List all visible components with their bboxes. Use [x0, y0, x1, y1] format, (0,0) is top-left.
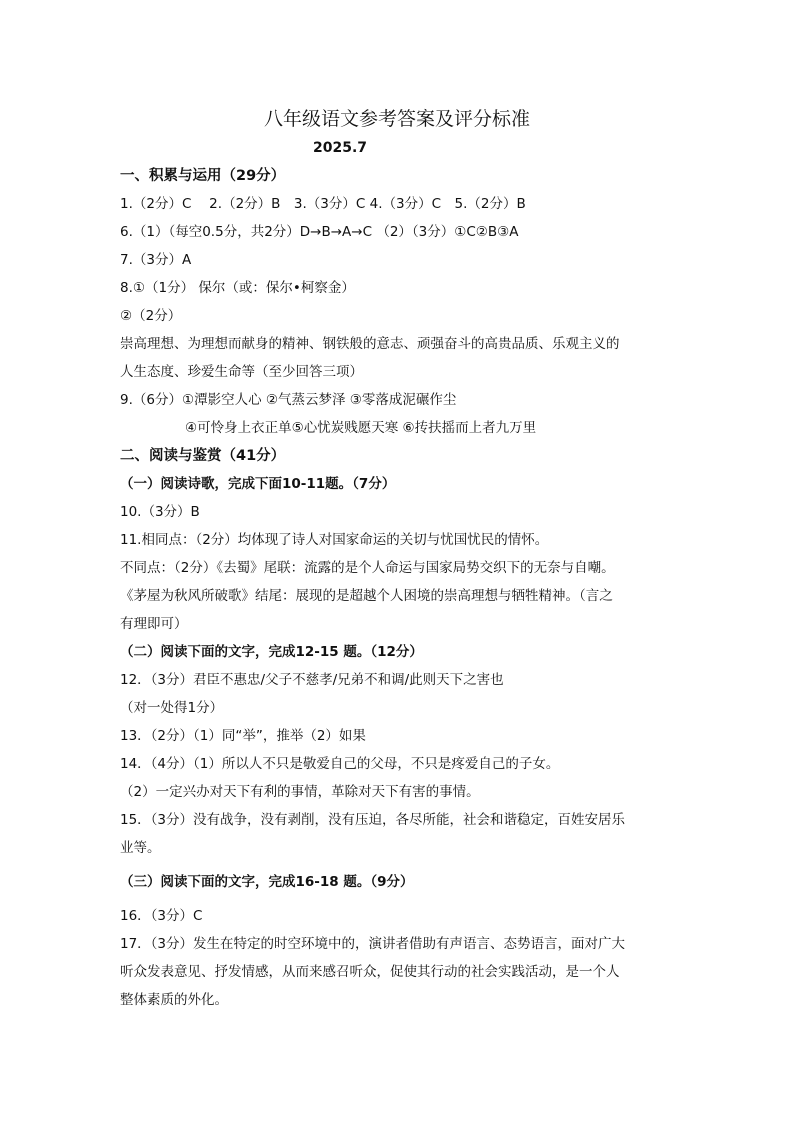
- answer-line: 不同点：（2分）《去蜀》尾联：流露的是个人命运与国家局势交织下的无奈与自嘲。: [120, 560, 615, 576]
- answer-line: 6.（1）（每空0.5分，共2分）D→B→A→C （2）（3分）①C②B③A: [120, 224, 519, 240]
- answer-line: ②（2分）: [120, 308, 182, 324]
- answer-line: 17．（3分）发生在特定的时空环境中的，演讲者借助有声语言、态势语言，面对广大: [120, 936, 626, 952]
- answer-line: 听众发表意见、抒发情感，从而来感召听众，促使其行动的社会实践活动，是一个人: [120, 964, 620, 980]
- subsection-heading-1: （一）阅读诗歌，完成下面10-11题。（7分）: [120, 476, 396, 492]
- answer-line: 《茅屋为秋风所破歌》结尾：展现的是超越个人困境的崇高理想与牺牲精神。（言之: [120, 588, 613, 604]
- answer-line: 有理即可）: [120, 616, 188, 632]
- answer-line: 崇高理想、为理想而献身的精神、钢铁般的意志、顽强奋斗的高贵品质、乐观主义的: [120, 336, 620, 352]
- document-date: 2025.7: [313, 140, 368, 156]
- answer-line: （2）一定兴办对天下有利的事情，革除对天下有害的事情。: [120, 784, 480, 800]
- subsection-heading-3: （三）阅读下面的文字，完成16-18 题。（9分）: [120, 874, 414, 890]
- answer-line: 16．（3分）C: [120, 908, 203, 924]
- answer-line: 15．（3分）没有战争，没有剥削，没有压迫，各尽所能，社会和谐稳定，百姓安居乐: [120, 812, 626, 828]
- answer-line: 整体素质的外化。: [120, 992, 228, 1008]
- answer-line: 业等。: [120, 840, 161, 856]
- answer-line: （对一处得1分）: [120, 700, 224, 716]
- section-heading-2: 二、阅读与鉴赏（41分）: [120, 448, 286, 464]
- page-title: 八年级语文参考答案及评分标准: [263, 108, 530, 130]
- answer-line: 10.（3分）B: [120, 504, 200, 520]
- answer-line: 11.相同点：（2分）均体现了诗人对国家命运的关切与忧国忧民的情怀。: [120, 532, 549, 548]
- answer-line: 人生态度、珍爱生命等（至少回答三项）: [120, 364, 363, 380]
- answer-line: 13．（2分）（1）同“举”，推举（2）如果: [120, 728, 366, 744]
- answer-line: 9.（6分）①潭影空人心 ②气蒸云梦泽 ③零落成泥碾作尘: [120, 392, 457, 408]
- subsection-heading-2: （二）阅读下面的文字，完成12-15 题。（12分）: [120, 644, 423, 660]
- answer-line: 12．（3分）君臣不惠忠/父子不慈孝/兄弟不和调/此则天下之害也: [120, 672, 504, 688]
- answer-line: ④可怜身上衣正单⑤心忧炭贱愿天寒 ⑥抟扶摇而上者九万里: [185, 420, 537, 436]
- answer-line: 14．（4分）（1）所以人不只是敬爱自己的父母，不只是疼爱自己的子女。: [120, 756, 560, 772]
- answer-line: 8.①（1分） 保尔（或：保尔•柯察金）: [120, 280, 355, 296]
- answer-line: 7.（3分）A: [120, 252, 192, 268]
- section-heading-1: 一、积累与运用（29分）: [120, 168, 286, 184]
- answer-line: 1.（2分）C 2.（2分）B 3.（3分）C 4.（3分）C 5.（2分）B: [120, 196, 526, 212]
